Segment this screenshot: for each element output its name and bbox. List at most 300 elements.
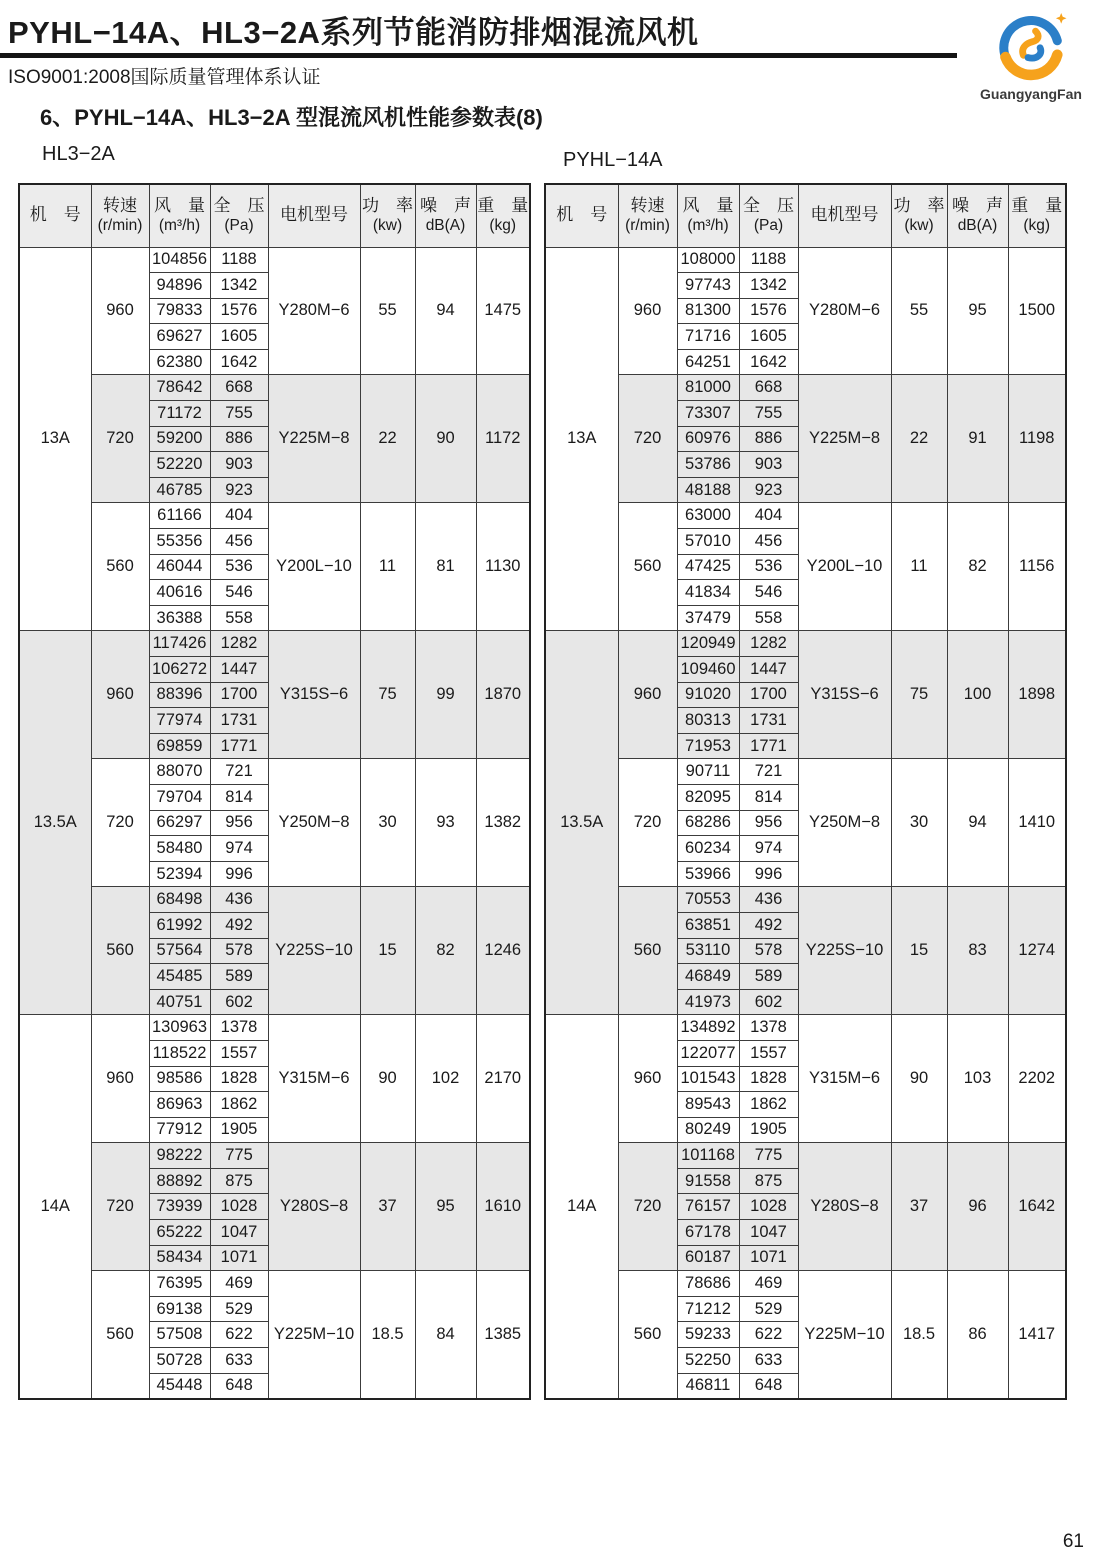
flow-cell: 60976 xyxy=(677,426,739,452)
weight-cell: 1610 xyxy=(476,1143,530,1271)
weight-cell: 1385 xyxy=(476,1271,530,1399)
noise-cell: 94 xyxy=(415,247,476,375)
flow-cell: 86963 xyxy=(149,1092,210,1118)
power-cell: 90 xyxy=(360,1015,415,1143)
pressure-cell: 1905 xyxy=(210,1117,268,1143)
flow-cell: 101543 xyxy=(677,1066,739,1092)
pressure-cell: 589 xyxy=(739,964,798,990)
pressure-cell: 1862 xyxy=(210,1092,268,1118)
flow-cell: 57564 xyxy=(149,938,210,964)
weight-cell: 1274 xyxy=(1008,887,1066,1015)
pressure-cell: 602 xyxy=(739,989,798,1015)
noise-cell: 86 xyxy=(947,1271,1008,1399)
flow-cell: 61992 xyxy=(149,912,210,938)
motor-cell: Y225M−8 xyxy=(798,375,891,503)
pressure-cell: 875 xyxy=(210,1168,268,1194)
flow-cell: 130963 xyxy=(149,1015,210,1041)
weight-cell: 1475 xyxy=(476,247,530,375)
pressure-cell: 622 xyxy=(210,1322,268,1348)
speed-cell: 960 xyxy=(91,1015,149,1143)
motor-cell: Y225M−10 xyxy=(268,1271,360,1399)
pressure-cell: 668 xyxy=(210,375,268,401)
pressure-cell: 1378 xyxy=(739,1015,798,1041)
pressure-cell: 529 xyxy=(739,1296,798,1322)
flow-cell: 67178 xyxy=(677,1220,739,1246)
flow-cell: 77974 xyxy=(149,708,210,734)
noise-cell: 102 xyxy=(415,1015,476,1143)
pressure-cell: 529 xyxy=(210,1296,268,1322)
pressure-cell: 755 xyxy=(210,401,268,427)
noise-cell: 96 xyxy=(947,1143,1008,1271)
motor-cell: Y315S−6 xyxy=(798,631,891,759)
flow-cell: 45448 xyxy=(149,1373,210,1399)
flow-cell: 53110 xyxy=(677,938,739,964)
pressure-cell: 974 xyxy=(739,836,798,862)
pressure-cell: 1028 xyxy=(210,1194,268,1220)
pressure-cell: 1828 xyxy=(739,1066,798,1092)
noise-cell: 93 xyxy=(415,759,476,887)
flow-cell: 82095 xyxy=(677,784,739,810)
weight-cell: 2170 xyxy=(476,1015,530,1143)
flow-cell: 71212 xyxy=(677,1296,739,1322)
column-header: 功 率 (kw) xyxy=(360,184,415,247)
model-cell: 13A xyxy=(19,247,91,631)
pressure-cell: 633 xyxy=(210,1348,268,1374)
speed-cell: 560 xyxy=(618,887,677,1015)
motor-cell: Y280M−6 xyxy=(798,247,891,375)
speed-cell: 720 xyxy=(618,375,677,503)
pressure-cell: 1605 xyxy=(739,324,798,350)
pressure-cell: 875 xyxy=(739,1168,798,1194)
pressure-cell: 1188 xyxy=(210,247,268,273)
pressure-cell: 1862 xyxy=(739,1092,798,1118)
motor-cell: Y225S−10 xyxy=(798,887,891,1015)
power-cell: 15 xyxy=(891,887,947,1015)
table-label-pyhl-14a: PYHL−14A xyxy=(563,149,663,171)
pressure-cell: 956 xyxy=(210,810,268,836)
column-header: 重 量 (kg) xyxy=(1008,184,1066,247)
power-cell: 55 xyxy=(360,247,415,375)
flow-cell: 63851 xyxy=(677,912,739,938)
flow-cell: 78686 xyxy=(677,1271,739,1297)
flow-cell: 106272 xyxy=(149,657,210,683)
spec-table-pyhl-14a xyxy=(544,183,1067,1400)
pressure-cell: 1071 xyxy=(739,1245,798,1271)
flow-cell: 50728 xyxy=(149,1348,210,1374)
motor-cell: Y315M−6 xyxy=(798,1015,891,1143)
weight-cell: 1246 xyxy=(476,887,530,1015)
flow-cell: 81300 xyxy=(677,298,739,324)
power-cell: 22 xyxy=(891,375,947,503)
flow-cell: 73939 xyxy=(149,1194,210,1220)
pressure-cell: 536 xyxy=(739,554,798,580)
column-header: 重 量 (kg) xyxy=(476,184,530,247)
flow-cell: 71716 xyxy=(677,324,739,350)
noise-cell: 90 xyxy=(415,375,476,503)
pressure-cell: 492 xyxy=(210,912,268,938)
model-cell: 13.5A xyxy=(19,631,91,1015)
pressure-cell: 903 xyxy=(210,452,268,478)
power-cell: 15 xyxy=(360,887,415,1015)
pressure-cell: 721 xyxy=(739,759,798,785)
flow-cell: 69859 xyxy=(149,733,210,759)
pressure-cell: 558 xyxy=(739,605,798,631)
flow-cell: 81000 xyxy=(677,375,739,401)
flow-cell: 91558 xyxy=(677,1168,739,1194)
flow-cell: 52220 xyxy=(149,452,210,478)
pressure-cell: 1731 xyxy=(739,708,798,734)
motor-cell: Y280S−8 xyxy=(798,1143,891,1271)
pressure-cell: 721 xyxy=(210,759,268,785)
pressure-cell: 886 xyxy=(739,426,798,452)
page-title: PYHL−14A、HL3−2A系列节能消防排烟混流风机 xyxy=(8,15,699,50)
flow-cell: 134892 xyxy=(677,1015,739,1041)
flow-cell: 46044 xyxy=(149,554,210,580)
pressure-cell: 469 xyxy=(210,1271,268,1297)
flow-cell: 76395 xyxy=(149,1271,210,1297)
flow-cell: 70553 xyxy=(677,887,739,913)
pressure-cell: 1771 xyxy=(739,733,798,759)
speed-cell: 560 xyxy=(91,887,149,1015)
motor-cell: Y280S−8 xyxy=(268,1143,360,1271)
flow-cell: 109460 xyxy=(677,657,739,683)
column-header: 转速 (r/min) xyxy=(91,184,149,247)
flow-cell: 64251 xyxy=(677,349,739,375)
logo-text: GuangyangFan xyxy=(980,86,1082,102)
model-cell: 13A xyxy=(545,247,618,631)
pressure-cell: 404 xyxy=(739,503,798,529)
flow-cell: 78642 xyxy=(149,375,210,401)
flow-cell: 59233 xyxy=(677,1322,739,1348)
flow-cell: 60234 xyxy=(677,836,739,862)
weight-cell: 1870 xyxy=(476,631,530,759)
flow-cell: 122077 xyxy=(677,1040,739,1066)
speed-cell: 720 xyxy=(91,1143,149,1271)
flow-cell: 97743 xyxy=(677,273,739,299)
flow-cell: 120949 xyxy=(677,631,739,657)
pressure-cell: 436 xyxy=(210,887,268,913)
column-header: 机 号 xyxy=(19,184,91,247)
noise-cell: 91 xyxy=(947,375,1008,503)
flow-cell: 73307 xyxy=(677,401,739,427)
pressure-cell: 1028 xyxy=(739,1194,798,1220)
flow-cell: 48188 xyxy=(677,477,739,503)
pressure-cell: 1905 xyxy=(739,1117,798,1143)
pressure-cell: 1378 xyxy=(210,1015,268,1041)
flow-cell: 40751 xyxy=(149,989,210,1015)
speed-cell: 960 xyxy=(618,1015,677,1143)
pressure-cell: 974 xyxy=(210,836,268,862)
weight-cell: 1410 xyxy=(1008,759,1066,887)
noise-cell: 84 xyxy=(415,1271,476,1399)
flow-cell: 68286 xyxy=(677,810,739,836)
pressure-cell: 404 xyxy=(210,503,268,529)
noise-cell: 82 xyxy=(947,503,1008,631)
flow-cell: 79704 xyxy=(149,784,210,810)
pressure-cell: 589 xyxy=(210,964,268,990)
flow-cell: 80249 xyxy=(677,1117,739,1143)
column-header: 转速 (r/min) xyxy=(618,184,677,247)
flow-cell: 45485 xyxy=(149,964,210,990)
pressure-cell: 923 xyxy=(739,477,798,503)
flow-cell: 108000 xyxy=(677,247,739,273)
column-header: 噪 声 dB(A) xyxy=(947,184,1008,247)
pressure-cell: 456 xyxy=(210,529,268,555)
speed-cell: 960 xyxy=(618,631,677,759)
table-hl3-2a xyxy=(18,183,531,1400)
pressure-cell: 469 xyxy=(739,1271,798,1297)
speed-cell: 560 xyxy=(91,1271,149,1399)
flow-cell: 41834 xyxy=(677,580,739,606)
model-cell: 14A xyxy=(19,1015,91,1399)
pressure-cell: 546 xyxy=(739,580,798,606)
flow-cell: 36388 xyxy=(149,605,210,631)
pressure-cell: 755 xyxy=(739,401,798,427)
speed-cell: 960 xyxy=(91,631,149,759)
pressure-cell: 1731 xyxy=(210,708,268,734)
power-cell: 30 xyxy=(891,759,947,887)
motor-cell: Y315S−6 xyxy=(268,631,360,759)
pressure-cell: 456 xyxy=(739,529,798,555)
flow-cell: 46849 xyxy=(677,964,739,990)
noise-cell: 99 xyxy=(415,631,476,759)
pressure-cell: 648 xyxy=(210,1373,268,1399)
motor-cell: Y200L−10 xyxy=(798,503,891,631)
weight-cell: 1898 xyxy=(1008,631,1066,759)
power-cell: 75 xyxy=(360,631,415,759)
flow-cell: 76157 xyxy=(677,1194,739,1220)
power-cell: 30 xyxy=(360,759,415,887)
power-cell: 18.5 xyxy=(360,1271,415,1399)
pressure-cell: 775 xyxy=(739,1143,798,1169)
flow-cell: 90711 xyxy=(677,759,739,785)
pressure-cell: 996 xyxy=(739,861,798,887)
column-header: 机 号 xyxy=(545,184,618,247)
iso-certification-text: ISO9001:2008国际质量管理体系认证 xyxy=(8,67,321,88)
flow-cell: 77912 xyxy=(149,1117,210,1143)
pressure-cell: 814 xyxy=(739,784,798,810)
pressure-cell: 886 xyxy=(210,426,268,452)
flow-cell: 53966 xyxy=(677,861,739,887)
pressure-cell: 1071 xyxy=(210,1245,268,1271)
weight-cell: 2202 xyxy=(1008,1015,1066,1143)
flow-cell: 94896 xyxy=(149,273,210,299)
pressure-cell: 1447 xyxy=(739,657,798,683)
spec-table-hl3-2a xyxy=(18,183,531,1400)
power-cell: 18.5 xyxy=(891,1271,947,1399)
pressure-cell: 814 xyxy=(210,784,268,810)
pressure-cell: 903 xyxy=(739,452,798,478)
flow-cell: 46811 xyxy=(677,1373,739,1399)
pressure-cell: 1605 xyxy=(210,324,268,350)
flow-cell: 62380 xyxy=(149,349,210,375)
pressure-cell: 1700 xyxy=(210,682,268,708)
flow-cell: 118522 xyxy=(149,1040,210,1066)
flow-cell: 88892 xyxy=(149,1168,210,1194)
pressure-cell: 1576 xyxy=(739,298,798,324)
pressure-cell: 648 xyxy=(739,1373,798,1399)
flow-cell: 71953 xyxy=(677,733,739,759)
pressure-cell: 956 xyxy=(739,810,798,836)
column-header: 功 率 (kw) xyxy=(891,184,947,247)
flow-cell: 80313 xyxy=(677,708,739,734)
pressure-cell: 1828 xyxy=(210,1066,268,1092)
column-header: 全 压 (Pa) xyxy=(210,184,268,247)
pressure-cell: 668 xyxy=(739,375,798,401)
flow-cell: 101168 xyxy=(677,1143,739,1169)
flow-cell: 98222 xyxy=(149,1143,210,1169)
flow-cell: 52394 xyxy=(149,861,210,887)
pressure-cell: 633 xyxy=(739,1348,798,1374)
column-header: 风 量 (m³/h) xyxy=(677,184,739,247)
power-cell: 11 xyxy=(891,503,947,631)
speed-cell: 560 xyxy=(618,503,677,631)
pressure-cell: 1342 xyxy=(210,273,268,299)
model-cell: 14A xyxy=(545,1015,618,1399)
flow-cell: 89543 xyxy=(677,1092,739,1118)
pressure-cell: 1576 xyxy=(210,298,268,324)
pressure-cell: 1447 xyxy=(210,657,268,683)
pressure-cell: 1282 xyxy=(739,631,798,657)
noise-cell: 95 xyxy=(947,247,1008,375)
flow-cell: 63000 xyxy=(677,503,739,529)
flow-cell: 52250 xyxy=(677,1348,739,1374)
flow-cell: 60187 xyxy=(677,1245,739,1271)
noise-cell: 103 xyxy=(947,1015,1008,1143)
pressure-cell: 775 xyxy=(210,1143,268,1169)
noise-cell: 81 xyxy=(415,503,476,631)
pressure-cell: 578 xyxy=(739,938,798,964)
column-header: 噪 声 dB(A) xyxy=(415,184,476,247)
flow-cell: 71172 xyxy=(149,401,210,427)
flow-cell: 104856 xyxy=(149,247,210,273)
column-header: 风 量 (m³/h) xyxy=(149,184,210,247)
flow-cell: 117426 xyxy=(149,631,210,657)
power-cell: 55 xyxy=(891,247,947,375)
speed-cell: 960 xyxy=(91,247,149,375)
speed-cell: 560 xyxy=(618,1271,677,1399)
motor-cell: Y280M−6 xyxy=(268,247,360,375)
pressure-cell: 436 xyxy=(739,887,798,913)
pressure-cell: 546 xyxy=(210,580,268,606)
pressure-cell: 1047 xyxy=(210,1220,268,1246)
noise-cell: 100 xyxy=(947,631,1008,759)
weight-cell: 1500 xyxy=(1008,247,1066,375)
pressure-cell: 1700 xyxy=(739,682,798,708)
speed-cell: 960 xyxy=(618,247,677,375)
flow-cell: 37479 xyxy=(677,605,739,631)
flow-cell: 40616 xyxy=(149,580,210,606)
flow-cell: 57508 xyxy=(149,1322,210,1348)
page-number: 61 xyxy=(1062,1531,1084,1552)
noise-cell: 82 xyxy=(415,887,476,1015)
pressure-cell: 536 xyxy=(210,554,268,580)
model-cell: 13.5A xyxy=(545,631,618,1015)
flow-cell: 53786 xyxy=(677,452,739,478)
flow-cell: 57010 xyxy=(677,529,739,555)
power-cell: 90 xyxy=(891,1015,947,1143)
weight-cell: 1382 xyxy=(476,759,530,887)
weight-cell: 1172 xyxy=(476,375,530,503)
section-title: 6、PYHL−14A、HL3−2A 型混流风机性能参数表(8) xyxy=(40,105,543,130)
table-pyhl-14a xyxy=(544,183,1067,1400)
flow-cell: 98586 xyxy=(149,1066,210,1092)
flow-cell: 58434 xyxy=(149,1245,210,1271)
column-header: 电机型号 xyxy=(798,184,891,247)
flow-cell: 46785 xyxy=(149,477,210,503)
pressure-cell: 1642 xyxy=(210,349,268,375)
pressure-cell: 1557 xyxy=(210,1040,268,1066)
pressure-cell: 923 xyxy=(210,477,268,503)
noise-cell: 95 xyxy=(415,1143,476,1271)
weight-cell: 1417 xyxy=(1008,1271,1066,1399)
pressure-cell: 1342 xyxy=(739,273,798,299)
motor-cell: Y315M−6 xyxy=(268,1015,360,1143)
weight-cell: 1642 xyxy=(1008,1143,1066,1271)
pressure-cell: 1282 xyxy=(210,631,268,657)
flow-cell: 55356 xyxy=(149,529,210,555)
weight-cell: 1156 xyxy=(1008,503,1066,631)
guangyangfan-logo-icon xyxy=(993,10,1069,84)
flow-cell: 58480 xyxy=(149,836,210,862)
motor-cell: Y250M−8 xyxy=(798,759,891,887)
pressure-cell: 1642 xyxy=(739,349,798,375)
flow-cell: 79833 xyxy=(149,298,210,324)
flow-cell: 61166 xyxy=(149,503,210,529)
power-cell: 22 xyxy=(360,375,415,503)
flow-cell: 47425 xyxy=(677,554,739,580)
company-logo xyxy=(974,10,1088,102)
column-header: 全 压 (Pa) xyxy=(739,184,798,247)
motor-cell: Y225S−10 xyxy=(268,887,360,1015)
flow-cell: 88396 xyxy=(149,682,210,708)
pressure-cell: 1047 xyxy=(739,1220,798,1246)
motor-cell: Y225M−10 xyxy=(798,1271,891,1399)
flow-cell: 88070 xyxy=(149,759,210,785)
power-cell: 37 xyxy=(360,1143,415,1271)
column-header: 电机型号 xyxy=(268,184,360,247)
noise-cell: 94 xyxy=(947,759,1008,887)
title-underline xyxy=(0,53,957,58)
pressure-cell: 1771 xyxy=(210,733,268,759)
table-label-hl3-2a: HL3−2A xyxy=(42,143,115,165)
weight-cell: 1130 xyxy=(476,503,530,631)
pressure-cell: 1188 xyxy=(739,247,798,273)
power-cell: 75 xyxy=(891,631,947,759)
motor-cell: Y200L−10 xyxy=(268,503,360,631)
power-cell: 11 xyxy=(360,503,415,631)
speed-cell: 720 xyxy=(91,375,149,503)
flow-cell: 59200 xyxy=(149,426,210,452)
weight-cell: 1198 xyxy=(1008,375,1066,503)
flow-cell: 66297 xyxy=(149,810,210,836)
speed-cell: 720 xyxy=(618,1143,677,1271)
pressure-cell: 602 xyxy=(210,989,268,1015)
pressure-cell: 492 xyxy=(739,912,798,938)
flow-cell: 91020 xyxy=(677,682,739,708)
flow-cell: 68498 xyxy=(149,887,210,913)
pressure-cell: 578 xyxy=(210,938,268,964)
motor-cell: Y225M−8 xyxy=(268,375,360,503)
flow-cell: 69138 xyxy=(149,1296,210,1322)
speed-cell: 560 xyxy=(91,503,149,631)
speed-cell: 720 xyxy=(91,759,149,887)
pressure-cell: 1557 xyxy=(739,1040,798,1066)
flow-cell: 65222 xyxy=(149,1220,210,1246)
pressure-cell: 996 xyxy=(210,861,268,887)
motor-cell: Y250M−8 xyxy=(268,759,360,887)
power-cell: 37 xyxy=(891,1143,947,1271)
